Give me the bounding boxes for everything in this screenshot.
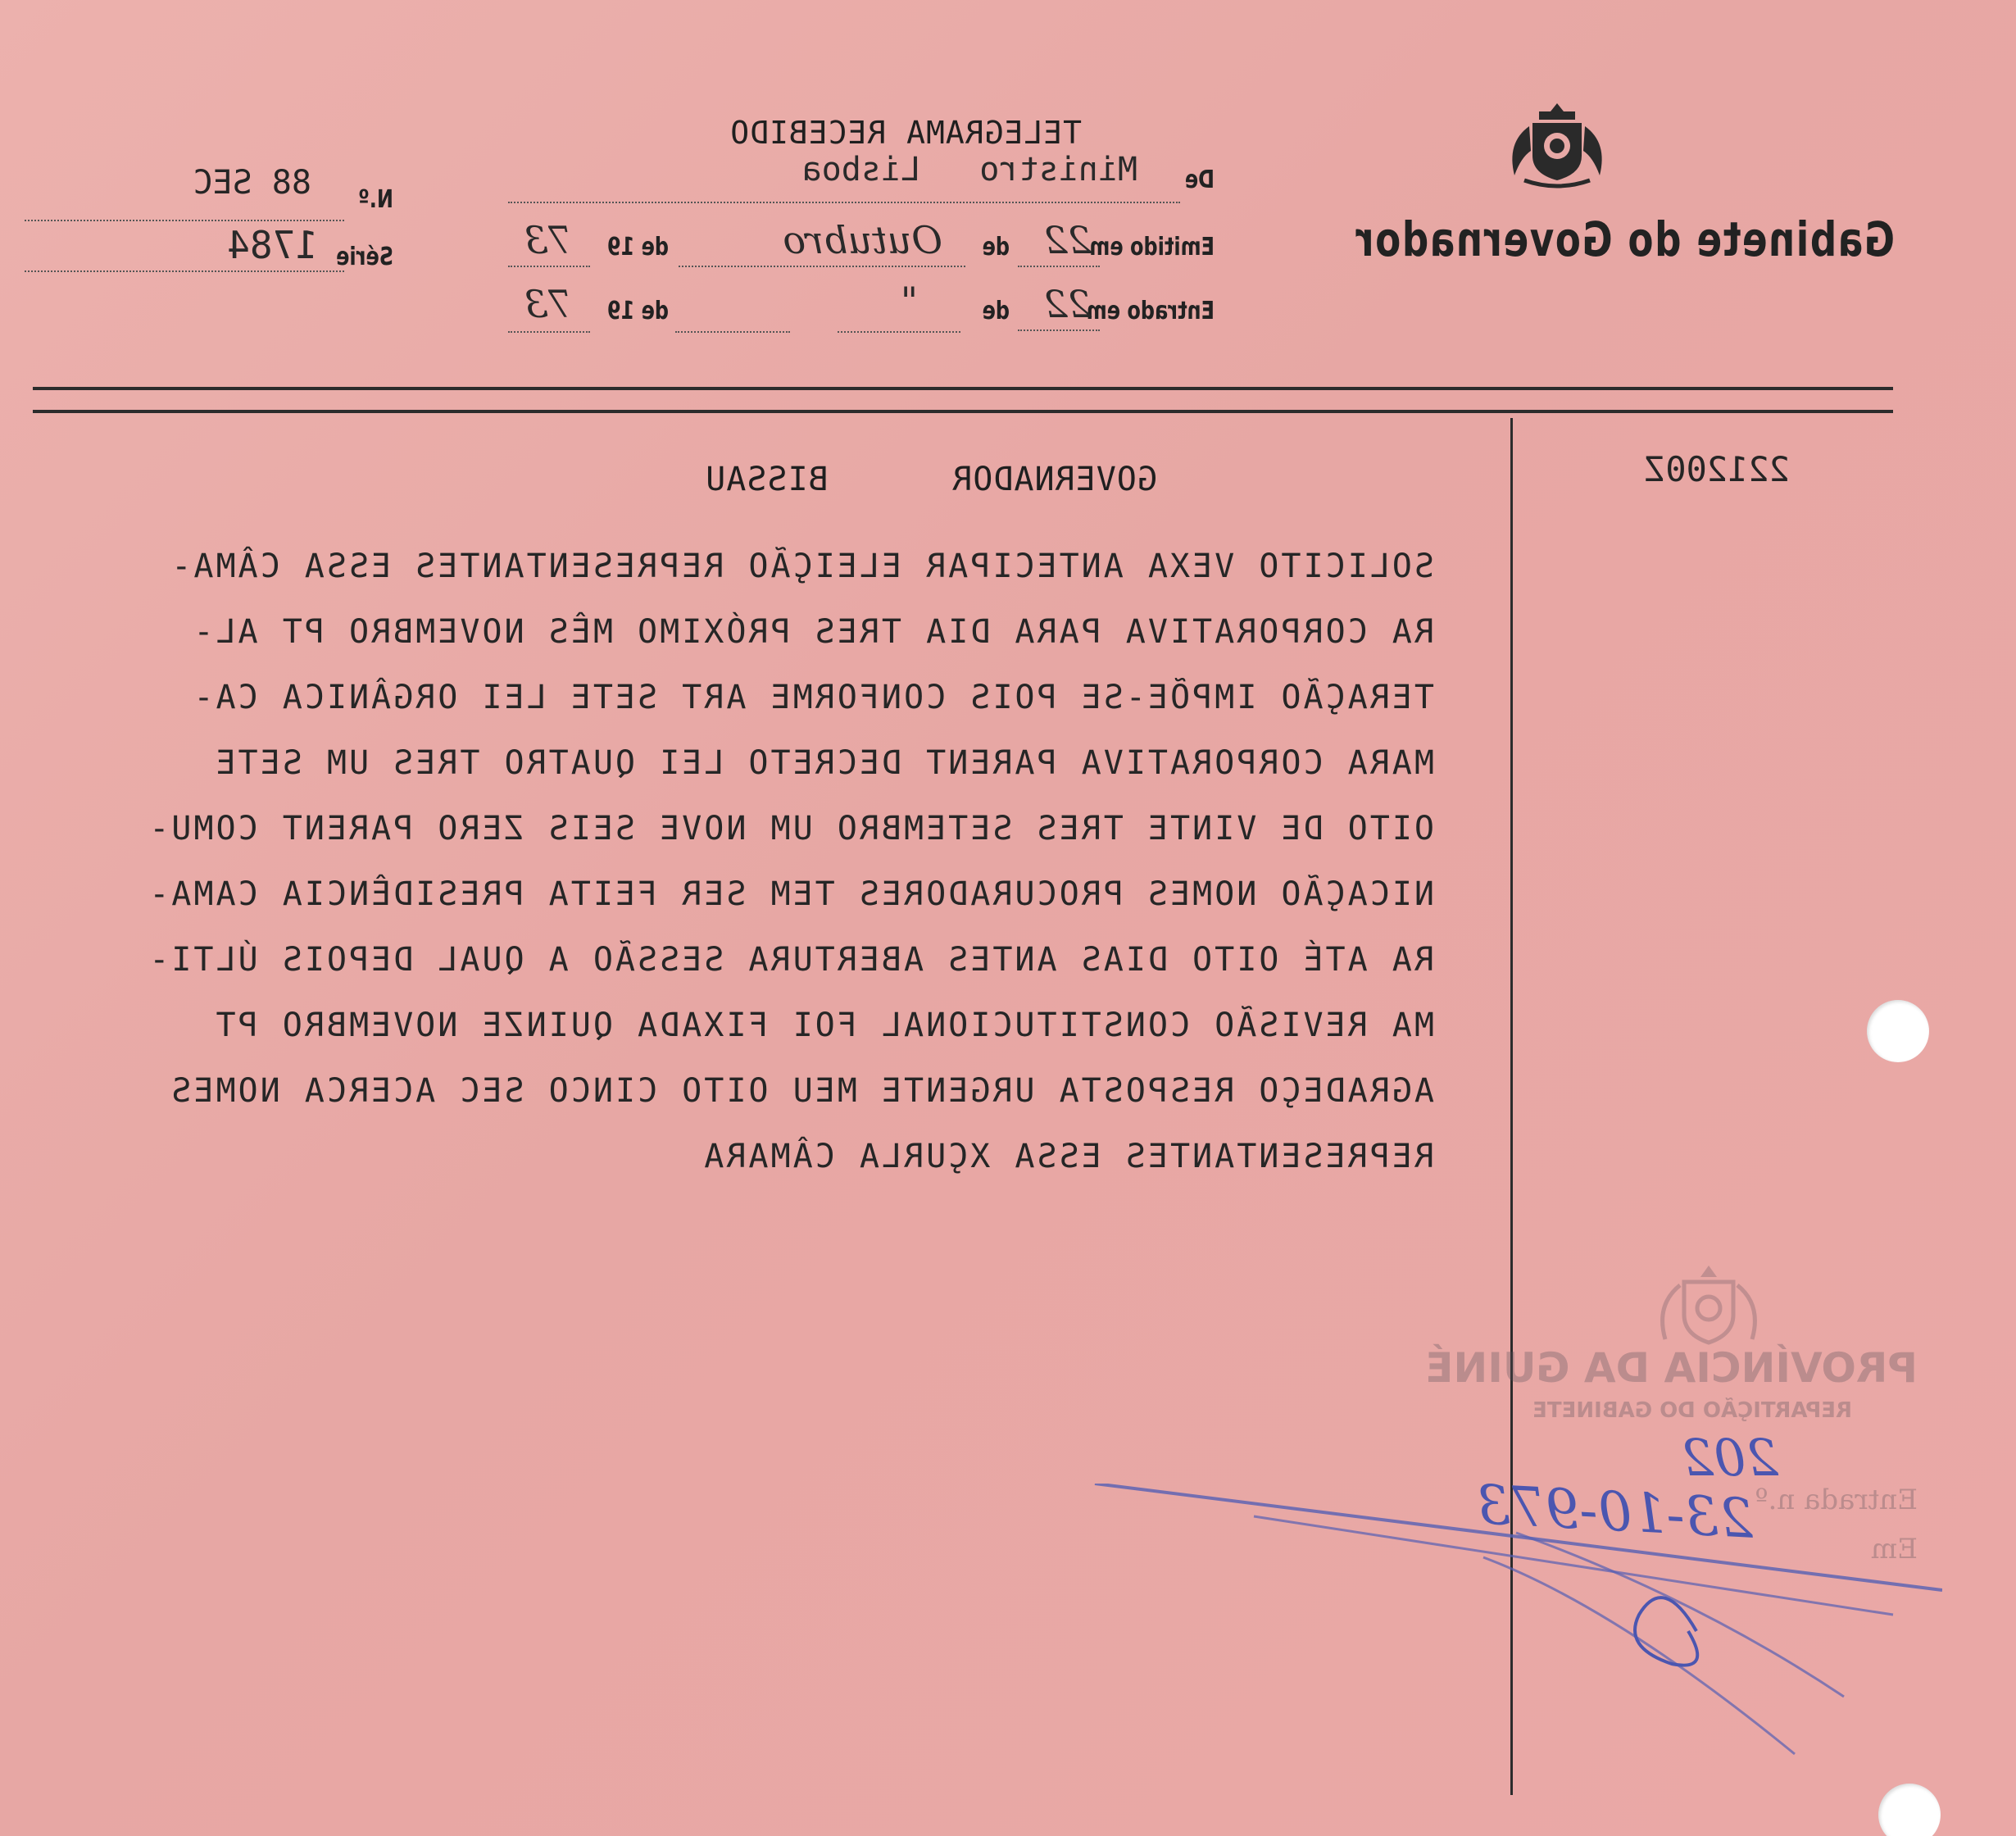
- stamp-line2: REPARTIÇÃO DO GABINETE: [1532, 1398, 1852, 1423]
- numero-value: 88 SEC: [193, 164, 311, 202]
- stamp-entrada-date: 23-10-973: [1474, 1473, 1755, 1551]
- entrado-ano-dots: [508, 331, 590, 333]
- emitido-dia-dots: [1018, 266, 1100, 267]
- stamp-entrada-number: 202: [1681, 1428, 1778, 1488]
- coat-of-arms-icon: [1500, 98, 1614, 190]
- form-title: TELEGRAMA RECEBIDO: [729, 115, 1082, 151]
- handwritten-signature: [1057, 1484, 1942, 1779]
- message-line: AGRADEÇO RESPOSTA URGENTE MEU OITO CINCO SEC ACERCA NOMES: [169, 1072, 1434, 1110]
- message-line: OITO DE VINTE TRES SETEMBRO UM NOVE SEIS ZERO PARENT COMU-: [147, 810, 1434, 848]
- message-line: RA ATÉ OITO DIAS ANTES ABERTURA SESSÃO A QUAL DEPOIS ÚLTI-: [147, 941, 1434, 979]
- header-rule-top: [33, 387, 1893, 390]
- stamp-em-label: Em: [1870, 1533, 1918, 1566]
- entrado-dia-dots: [1018, 329, 1100, 331]
- message-line: TERAÇÃO IMPÕE-SE POIS CONFORME ART SETE LEI ORGÂNICA CA-: [191, 679, 1434, 716]
- punch-hole: [1867, 1000, 1929, 1062]
- stamp-line1: PROVÍNCIA DA GUINÉ: [1425, 1344, 1918, 1392]
- serie-dots: [25, 270, 344, 272]
- header-rule-bottom: [33, 410, 1893, 413]
- message-line: MA REVISÃO CONSTITUCIONAL FOI FIXADA QUINZE NOVEMBRO PT: [213, 1007, 1434, 1044]
- message-reference: 221200Z: [1644, 449, 1790, 489]
- entrado-dia: 22: [1043, 282, 1092, 326]
- numero-dots: [25, 220, 344, 221]
- de-value: Ministro Lisboa: [801, 151, 1137, 189]
- emitido-ano: 73: [524, 218, 572, 262]
- entrado-mes-dots-2: [675, 331, 790, 333]
- emitido-mes-dots: [679, 266, 965, 267]
- entrado-ano: 73: [524, 282, 572, 326]
- stamp-entrada-label: Entrada n.º: [1755, 1484, 1918, 1516]
- entrado-de1: de: [982, 297, 1010, 325]
- emitido-dia: 22: [1043, 218, 1092, 262]
- entrado-label: Entrado em: [1086, 297, 1215, 325]
- message-line: REPRESENTANTES ESSA XÇURLA CÂMARA: [702, 1138, 1434, 1175]
- entrado-de2: de 19: [606, 297, 669, 325]
- emitido-mes: Outubro: [783, 218, 942, 262]
- office-title: Gabinete do Governador: [1354, 211, 1895, 267]
- entrado-mes-dots: [838, 331, 960, 333]
- serie-value: 1784: [227, 223, 318, 267]
- emitido-label: Emitido em: [1089, 233, 1215, 261]
- message-line: SOLICITO VEXA ANTECIPAR ELEIÇÃO REPRESENTANTES ESSA CÂMA-: [169, 548, 1434, 585]
- emitido-de2: de 19: [606, 233, 669, 261]
- message-line: NICAÇÃO NOMES PROCURADORES TEM SER FEITA PRESIDÊNCIA CAMA-: [147, 875, 1434, 913]
- message-line: MARA CORPORATIVA PARENT DECRETO LEI QUATRO TRES UM SETE: [213, 744, 1434, 782]
- de-label: De: [1184, 166, 1215, 194]
- numero-label: N.º: [358, 185, 393, 214]
- addressee: GOVERNADOR BISSAU: [705, 461, 1157, 498]
- emitido-de1: de: [982, 233, 1010, 261]
- emitido-ano-dots: [508, 266, 590, 267]
- de-dots: [508, 202, 1180, 203]
- entrado-mes: ": [900, 279, 918, 323]
- message-line: RA CORPORATIVA PARA DIA TRES PRÓXIMO MÊS NOVEMBRO PT AL-: [191, 613, 1434, 651]
- stamp-crest-icon: [1647, 1262, 1770, 1352]
- serie-label: Série: [336, 243, 393, 271]
